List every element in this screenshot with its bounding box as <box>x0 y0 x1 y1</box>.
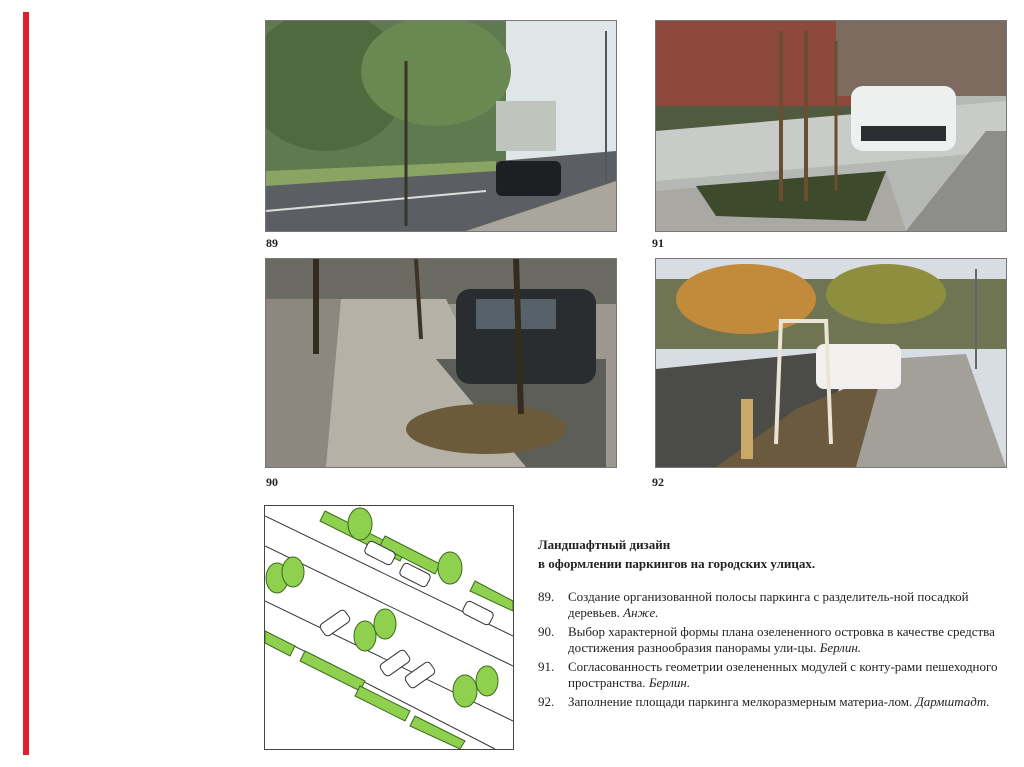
caption-title-line-2: в оформлении паркингов на городских улицах. <box>538 556 816 571</box>
caption-item-89 <box>538 589 1010 621</box>
caption-item-90 <box>538 624 1010 656</box>
caption-item-number: 92. <box>538 694 555 709</box>
caption-item-number: 89. <box>538 589 555 604</box>
caption-item-text: Выбор характерной формы плана озелененного островка в качестве средства достижения разнообразия панорамы ули-цы. Берлин. <box>568 624 995 655</box>
photo-92-parking-fill <box>655 258 1007 468</box>
caption-item-text: Создание организованной полосы паркинга с разделитель-ной посадкой деревьев. Анже. <box>568 589 969 620</box>
caption-item-number: 90. <box>538 624 555 639</box>
figure-number-89: 89 <box>266 236 278 250</box>
caption-item-92 <box>538 694 1010 710</box>
caption-item-91 <box>538 659 1010 691</box>
caption-title-line-1: Ландшафтный дизайн <box>538 537 671 552</box>
caption-item-text: Согласованность геометрии озелененных модулей с конту-рами пешеходного пространства. Берлин. <box>568 659 998 690</box>
caption-item-number: 91. <box>538 659 555 674</box>
photo-90-green-island <box>265 258 617 468</box>
caption-list <box>538 589 1010 710</box>
photo-91-tree-island <box>655 20 1007 232</box>
parking-plan-drawing <box>264 505 514 750</box>
figure-number-91: 91 <box>652 236 664 250</box>
figure-caption <box>538 535 1010 713</box>
figure-number-90: 90 <box>266 475 278 489</box>
left-accent-bar <box>23 12 29 755</box>
caption-item-text: Заполнение площади паркинга мелкоразмерным материа-лом. Дармштадт. <box>568 694 990 709</box>
figure-number-92: 92 <box>652 475 664 489</box>
photo-89-street-parking <box>265 20 617 232</box>
